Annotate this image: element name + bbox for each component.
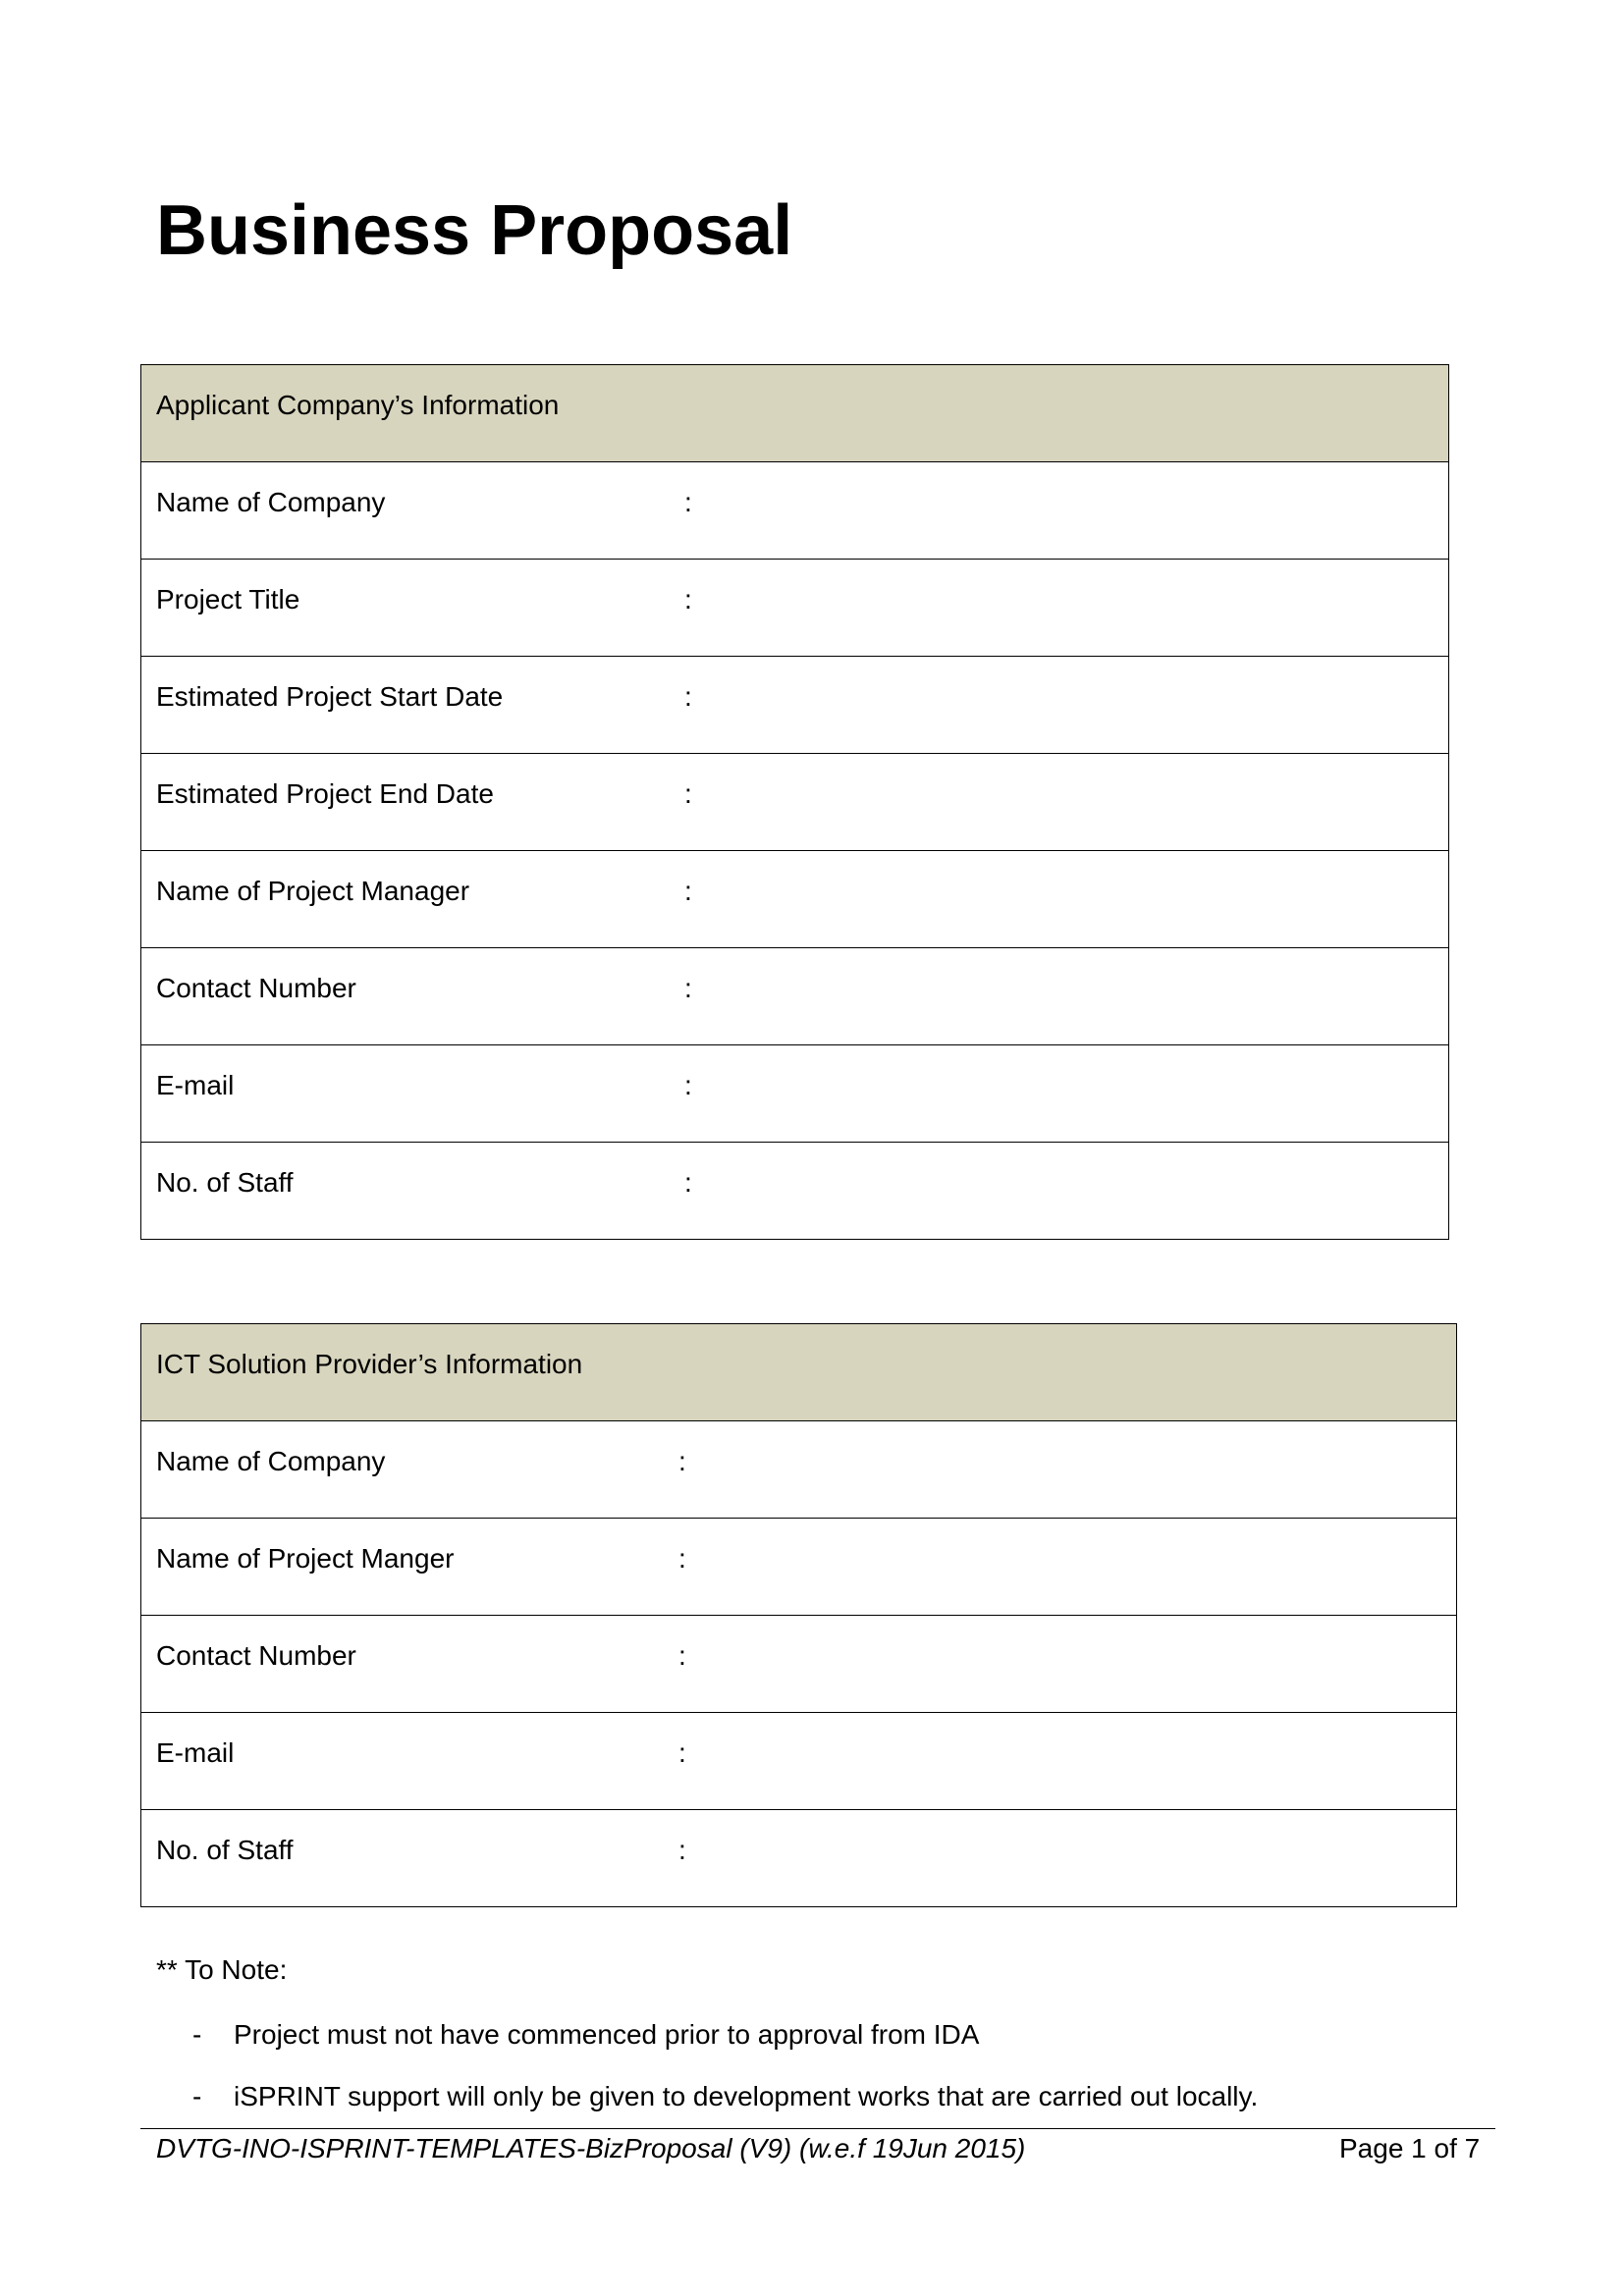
list-dash: - [192,2081,202,2111]
field-label: Project Title [156,584,300,614]
table-row [141,1421,1457,1519]
provider-info-header: ICT Solution Provider’s Information [141,1324,1457,1421]
field-label: Name of Company [156,487,386,517]
field-label: Contact Number [156,1640,356,1671]
applicant-info-header: Applicant Company’s Information [141,365,1449,462]
applicant-info-table [140,364,1449,1240]
provider-info-table [140,1323,1457,1907]
footer-divider [140,2128,1495,2129]
field-colon: : [678,1737,686,1768]
note-text: iSPRINT support will only be given to development works that are carried out locally. [234,2081,1259,2111]
field-colon: : [684,973,692,1003]
footer-page-number: Page 1 of 7 [1339,2133,1481,2163]
field-colon: : [678,1640,686,1671]
field-colon: : [684,681,692,712]
footer-doc-id: DVTG-INO-ISPRINT-TEMPLATES-BizProposal (V9) (w.e.f 19Jun 2015) [156,2133,1026,2163]
list-dash: - [192,2019,202,2050]
field-label: Name of Project Manger [156,1543,455,1574]
field-colon: : [678,1543,686,1574]
field-colon: : [684,1167,692,1198]
field-label: No. of Staff [156,1835,294,1865]
field-colon: : [684,778,692,809]
table-row [141,948,1449,1045]
list-item [192,2018,979,2052]
field-colon: : [678,1835,686,1865]
field-label: E-mail [156,1070,235,1100]
field-label: E-mail [156,1737,235,1768]
field-colon: : [684,876,692,906]
table-row [141,1519,1457,1616]
field-colon: : [678,1446,686,1476]
note-text: Project must not have commenced prior to approval from IDA [234,2019,980,2050]
table-row [141,851,1449,948]
notes-heading: ** To Note: [156,1954,288,1985]
field-label: Contact Number [156,973,356,1003]
field-colon: : [684,1070,692,1100]
table-row [141,1143,1449,1240]
table-row [141,754,1449,851]
table-row [141,1713,1457,1810]
field-label: Name of Company [156,1446,386,1476]
table-row [141,462,1449,560]
field-label: Estimated Project Start Date [156,681,504,712]
document-title: Business Proposal [156,191,793,270]
list-item [192,2080,1258,2113]
table-row [141,1616,1457,1713]
field-colon: : [684,584,692,614]
field-label: Estimated Project End Date [156,778,494,809]
field-label: No. of Staff [156,1167,294,1198]
table-row [141,1810,1457,1907]
table-row [141,1045,1449,1143]
table-row [141,560,1449,657]
field-label: Name of Project Manager [156,876,470,906]
table-row [141,657,1449,754]
field-colon: : [684,487,692,517]
